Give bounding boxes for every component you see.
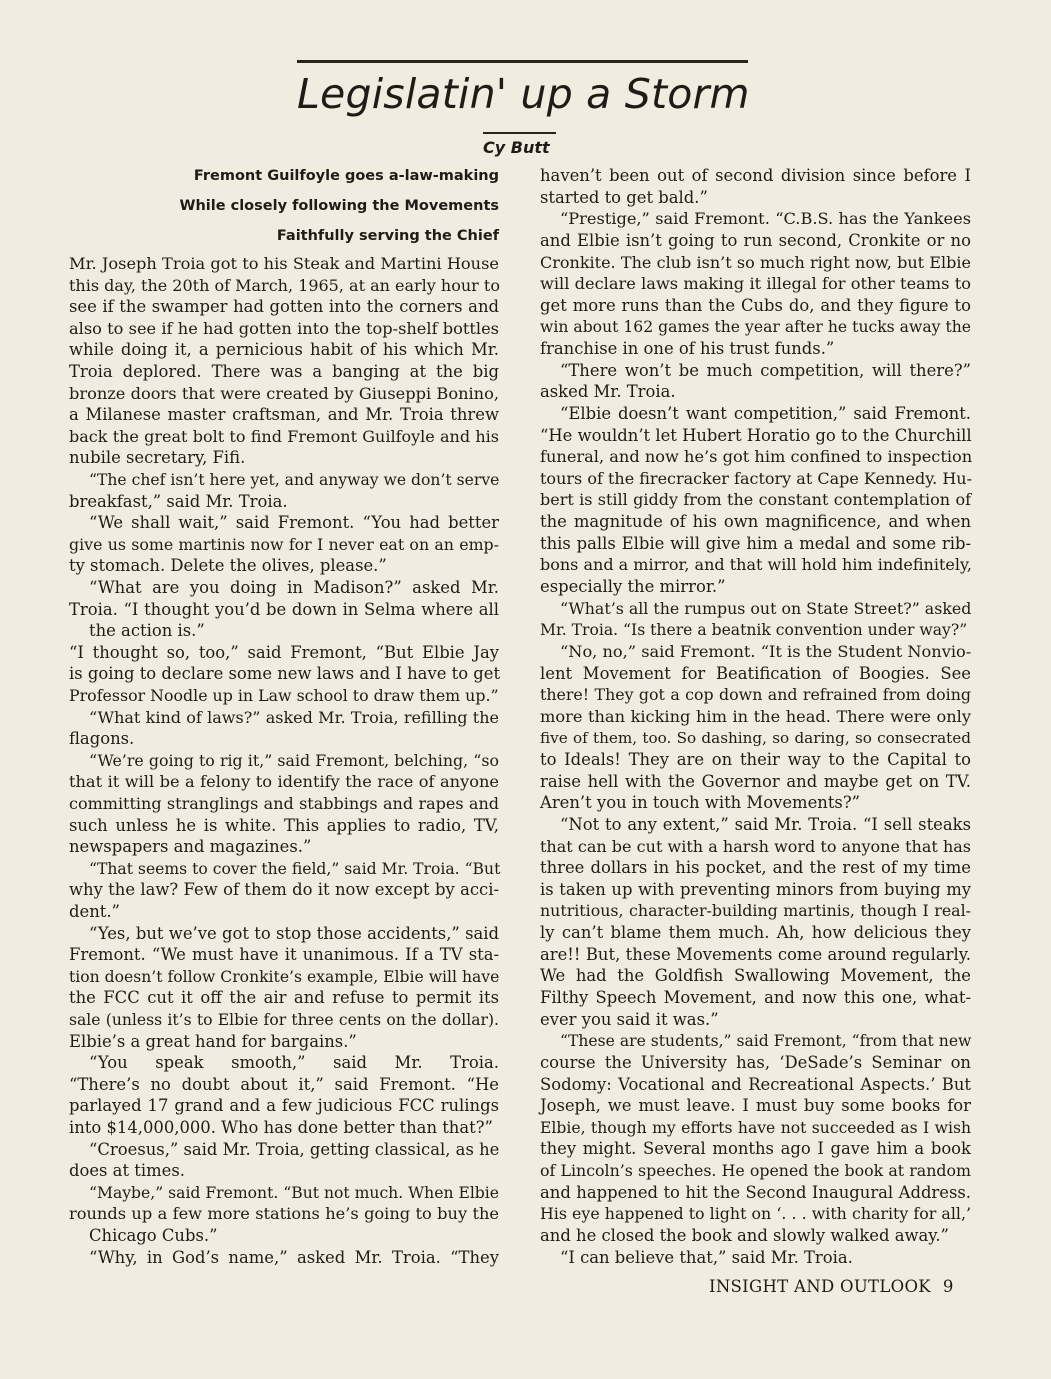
text-line: “What’s all the rumpus out on State Street?” asked <box>560 598 972 618</box>
text-line: a Milanese master craftsman, and Mr. Troia threw <box>69 405 499 425</box>
text-line: Chicago Cubs.” <box>89 1226 218 1245</box>
text-line: are!! But, these Movements come around regularly. <box>540 944 971 964</box>
text-line: lent Movement for Beatification of Boogies. See <box>540 663 971 683</box>
text-line: Mr. Joseph Troia got to his Steak and Martini House <box>69 254 499 273</box>
text-line: “You speak smooth,” said Mr. Troia. <box>89 1053 499 1073</box>
text-line: funeral, and now he’s got him confined to inspection <box>540 447 973 467</box>
text-line: “Not to any extent,” said Mr. Troia. “I sell steaks <box>560 814 971 834</box>
text-line: “Yes, but we’ve got to stop those accidents,” said <box>89 923 499 943</box>
text-line: rounds up a few more stations he’s going to buy the <box>69 1204 499 1224</box>
text-line: bronze doors that were created by Giuseppi Bonino, <box>69 383 499 403</box>
text-line: “That seems to cover the field,” said Mr. Troia. “But <box>89 859 501 878</box>
page-footer <box>709 1275 974 1299</box>
text-line: the action is.” <box>89 621 205 641</box>
text-line: Filthy Speech Movement, and now this one, what- <box>540 987 971 1007</box>
text-line: nubile secretary, Fifi. <box>69 448 246 468</box>
text-line: “Maybe,” said Fremont. “But not much. When Elbie <box>89 1183 500 1202</box>
text-line: started to get bald.” <box>540 187 708 207</box>
text-line: and he closed the book and slowly walked away.” <box>540 1225 949 1245</box>
text-line: and happened to hit the Second Inaugural Address. <box>540 1182 971 1202</box>
author-rule <box>483 132 556 134</box>
text-line: sale (unless it’s to Elbie for three cents on the dollar). <box>69 1011 499 1029</box>
text-line: into $14,000,000. Who has done better than that?” <box>69 1118 493 1137</box>
text-line: “There’s no doubt about it,” said Fremont. “He <box>69 1074 499 1094</box>
text-line: parlayed 17 grand and a few judicious FCC rulings <box>69 1096 499 1116</box>
text-line: franchise in one of his trust funds.” <box>540 339 835 358</box>
text-line: “These are students,” said Fremont, “from that new <box>560 1032 972 1051</box>
text-line: bert is still giddy from the constant contemplation of <box>540 490 971 510</box>
text-line: that can be cut with a harsh word to anyone that has <box>540 836 971 856</box>
text-line: nutritious, character-building martinis, though I real- <box>540 901 971 921</box>
text-line: this day, the 20th of March, 1965, at an early hour to <box>69 275 500 295</box>
text-line: five of them, too. So dashing, so daring, so consecrated <box>540 729 971 748</box>
text-line: “Prestige,” said Fremont. “C.B.S. has the Yankees <box>560 209 971 229</box>
text-line: such unless he is white. This applies to radio, TV, <box>69 815 499 835</box>
page-number: 9 <box>942 1277 954 1296</box>
text-line: tion doesn’t follow Cronkite’s example, Elbie will have <box>69 967 500 986</box>
text-line: “The chef isn’t here yet, and anyway we don’t serve <box>89 471 500 489</box>
text-line: haven’t been out of second division since before I <box>540 166 971 185</box>
text-line: the FCC cut it off the air and refuse to permit its <box>69 988 499 1008</box>
text-line: His eye happened to light on ‘. . . with charity for all,’ <box>540 1204 971 1224</box>
text-line: “No, no,” said Fremont. “It is the Student Nonvio- <box>560 641 972 661</box>
text-line: also to see if he had gotten into the top-shelf bottles <box>69 318 499 338</box>
text-line: give us some martinis now for I never eat on an emp- <box>69 534 499 554</box>
text-line: is going to declare some new laws and I have to get <box>69 664 501 684</box>
text-line: tours of the firecracker factory at Cape Kennedy. Hu- <box>540 468 972 488</box>
text-line: “Elbie doesn’t want competition,” said Fremont. <box>560 403 971 423</box>
text-line: Fremont. “We must have it unanimous. If a TV sta- <box>69 945 499 965</box>
text-line: get more runs than the Cubs do, and they figure to <box>540 295 971 315</box>
text-line: bons and a mirror, and that will hold him indefinitely, <box>540 555 972 575</box>
text-line: newspapers and magazines.” <box>69 837 312 857</box>
text-line: breakfast,” said Mr. Troia. <box>69 491 288 511</box>
text-line: see if the swamper had gotten into the corners and <box>69 297 499 317</box>
text-line: dent.” <box>69 902 120 921</box>
author-byline: Cy Butt <box>483 138 550 157</box>
text-line: ever you said it was.” <box>540 1009 719 1029</box>
text-line: of Lincoln’s speeches. He opened the book at random <box>540 1161 971 1180</box>
text-line: Mr. Troia. “Is there a beatnik convention under way?” <box>540 621 968 640</box>
subhead: While closely following the Movements <box>179 198 499 214</box>
subhead: Faithfully serving the Chief <box>276 228 499 244</box>
text-line: Troia. “I thought you’d be down in Selma where all <box>69 599 499 619</box>
text-line: “What are you doing in Madison?” asked Mr. <box>89 578 499 597</box>
text-line: will declare laws making it illegal for other teams to <box>540 274 971 294</box>
text-line: Troia deplored. There was a banging at the big <box>69 362 499 381</box>
text-line: “He wouldn’t let Hubert Horatio go to the Churchill <box>540 425 972 445</box>
text-line: the magnitude of his own magnificence, and when <box>540 512 971 532</box>
text-line: does at times. <box>69 1161 185 1181</box>
text-line: “Croesus,” said Mr. Troia, getting classical, as he <box>89 1139 500 1159</box>
text-line: course the University has, ‘DeSade’s Seminar on <box>540 1052 971 1072</box>
text-line: there! They got a cop down and refrained from doing <box>540 685 971 705</box>
text-line: more than kicking him in the head. There were only <box>540 706 971 726</box>
text-line: is taken up with preventing minors from buying my <box>540 879 971 899</box>
text-line: Elbie, though my efforts have not succeeded as I wish <box>540 1118 971 1137</box>
title-rule <box>297 60 748 63</box>
text-line: “Why, in God’s name,” asked Mr. Troia. “They <box>89 1247 499 1267</box>
text-line: why the law? Few of them do it now except by acci- <box>69 880 499 900</box>
text-line: We had the Goldfish Swallowing Movement, the <box>540 966 971 986</box>
publication-name: INSIGHT AND OUTLOOK <box>709 1277 931 1296</box>
text-line: especially the mirror.” <box>540 577 726 596</box>
text-line: and Elbie isn’t going to run second, Cronkite or no <box>540 230 971 250</box>
text-line: asked Mr. Troia. <box>540 382 676 402</box>
article-title: Legislatin' up a Storm <box>297 70 750 118</box>
text-line: Professor Noodle up in Law school to draw them up.” <box>69 686 499 705</box>
text-line: while doing it, a pernicious habit of his which Mr. <box>69 340 499 360</box>
text-line: this palls Elbie will give him a medal and some rib- <box>540 533 971 553</box>
text-line: “I can believe that,” said Mr. Troia. <box>560 1247 853 1267</box>
text-line: Joseph, we must leave. I must buy some books for <box>540 1096 971 1116</box>
text-line: back the great bolt to find Fremont Guilfoyle and his <box>69 426 499 446</box>
text-line: “There won’t be much competition, will there?” <box>560 360 971 380</box>
text-line: committing stranglings and stabbings and rapes and <box>69 794 499 813</box>
text-line: “We’re going to rig it,” said Fremont, belching, “so <box>89 750 499 770</box>
text-line: ly can’t blame them much. Ah, how delicious they <box>540 923 971 942</box>
text-line: Elbie’s a great hand for bargains.” <box>69 1031 357 1051</box>
text-line: raise hell with the Governor and maybe get on TV. <box>540 771 971 791</box>
text-line: they might. Several months ago I gave him a book <box>540 1139 971 1159</box>
text-line: to Ideals! They are on their way to the Capital to <box>540 750 971 769</box>
text-line: that it will be a felony to identify the race of anyone <box>69 772 499 792</box>
text-line: three dollars in his pocket, and the rest of my time <box>540 858 971 878</box>
text-line: ty stomach. Delete the olives, please.” <box>69 556 387 576</box>
text-line: win about 162 games the year after he tucks away the <box>540 318 971 337</box>
text-line: “What kind of laws?” asked Mr. Troia, refilling the <box>89 707 499 727</box>
text-line: “I thought so, too,” said Fremont, “But Elbie Jay <box>69 642 499 662</box>
subhead: Fremont Guilfoyle goes a-law-making <box>193 168 499 184</box>
text-line: flagons. <box>69 729 135 749</box>
text-line: “We shall wait,” said Fremont. “You had better <box>89 513 499 533</box>
text-line: Cronkite. The club isn’t so much right now, but Elbie <box>540 252 971 272</box>
text-line: Aren’t you in touch with Movements?” <box>540 793 860 813</box>
text-line: Sodomy: Vocational and Recreational Aspects.’ But <box>540 1074 971 1094</box>
